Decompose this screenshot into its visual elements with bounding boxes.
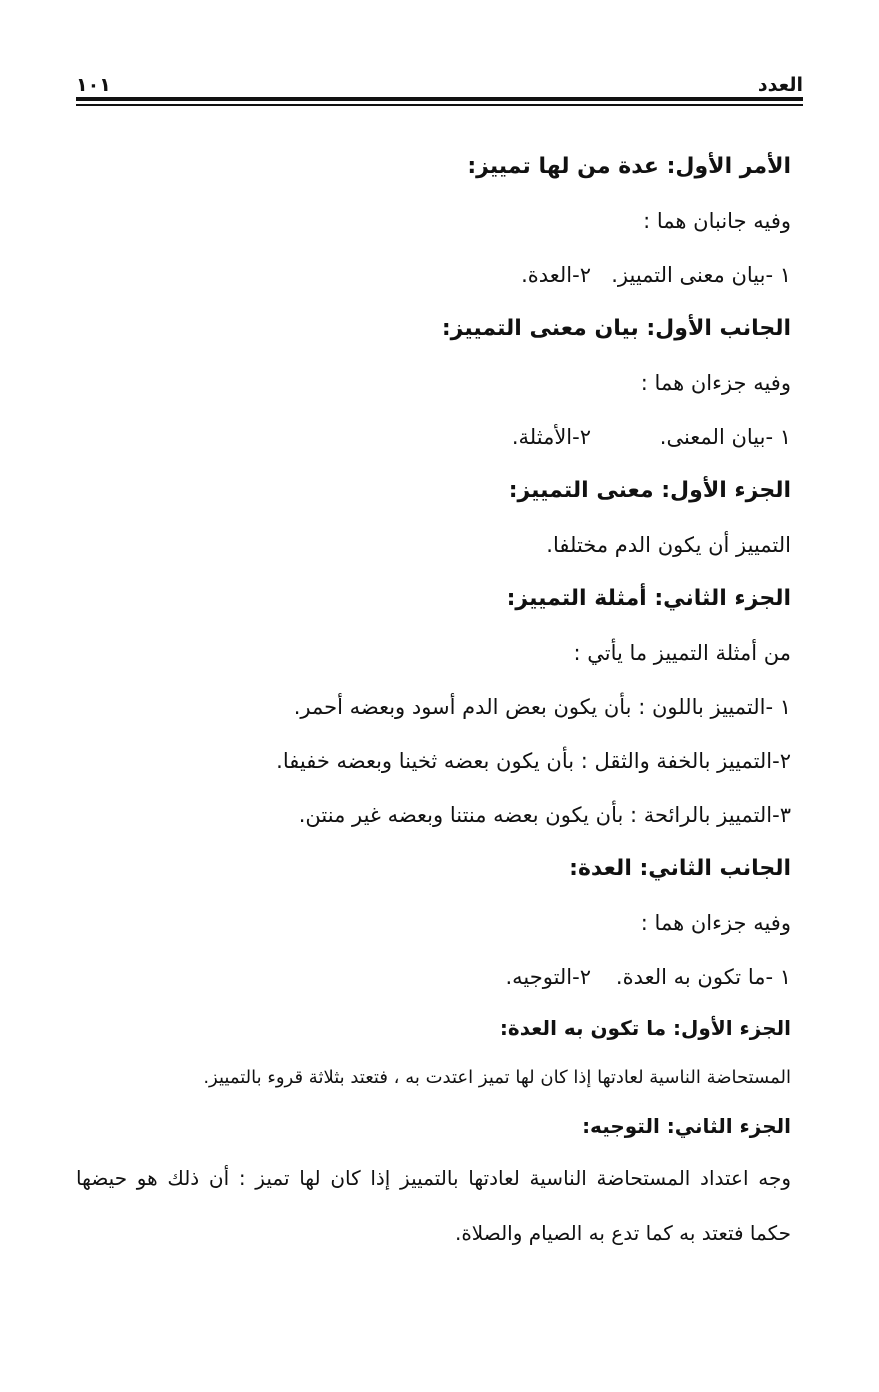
paragraph: التمييز أن يكون الدم مختلفا.: [546, 533, 791, 557]
subsection-heading: الجانب الثاني: العدة:: [569, 856, 791, 881]
list-item: ١ -بيان معنى التمييز.: [611, 263, 791, 287]
page-body: [76, 140, 791, 1261]
paragraph: وفيه جزءان هما :: [640, 371, 791, 395]
paragraph: المستحاضة الناسية لعادتها إذا كان لها تميز اعتدت به ، فتعتد بثلاثة قروء بالتمييز.: [203, 1067, 791, 1088]
paragraph: وجه اعتداد المستحاضة الناسية لعادتها بالتمييز إذا كان لها تميز : أن ذلك هو حيضها حكما فتعتد به كما تدع به الصيام والصلاة.: [76, 1166, 791, 1245]
list-item: ١ -بيان المعنى.: [659, 425, 791, 449]
list-item: ٢-العدة.: [521, 263, 591, 287]
list-item: ٢-الأمثلة.: [511, 425, 591, 449]
header-rule-thick: [76, 97, 803, 101]
example-item: ٣-التمييز بالرائحة : بأن يكون بعضه منتنا وبعضه غير منتن.: [298, 803, 791, 827]
list-item: ١ -ما تكون به العدة.: [615, 965, 791, 989]
example-item: ١ -التمييز باللون : بأن يكون بعض الدم أسود وبعضه أحمر.: [293, 695, 791, 719]
list-item: ٢-التوجيه.: [505, 965, 591, 989]
subsection-heading: الجانب الأول: بيان معنى التمييز:: [441, 316, 791, 341]
two-item-list: [76, 410, 791, 464]
header-rule-thin: [76, 104, 803, 106]
part-heading: الجزء الثاني: التوجيه:: [582, 1114, 791, 1138]
paragraph: وفيه جانبان هما :: [643, 209, 791, 233]
page-number: ١٠١: [76, 74, 111, 96]
part-heading: الجزء الثاني: أمثلة التمييز:: [506, 586, 791, 611]
header-title: العدد: [757, 74, 803, 96]
section-heading: الأمر الأول: عدة من لها تمييز:: [467, 154, 791, 179]
two-item-list: [76, 248, 791, 302]
paragraph: وفيه جزءان هما :: [640, 911, 791, 935]
two-item-list: [76, 950, 791, 1004]
part-heading: الجزء الأول: ما تكون به العدة:: [499, 1016, 791, 1040]
paragraph: من أمثلة التمييز ما يأتي :: [573, 641, 791, 665]
part-heading: الجزء الأول: معنى التمييز:: [508, 478, 791, 503]
running-header: [76, 70, 803, 96]
example-item: ٢-التمييز بالخفة والثقل : بأن يكون بعضه ثخينا وبعضه خفيفا.: [276, 749, 791, 773]
